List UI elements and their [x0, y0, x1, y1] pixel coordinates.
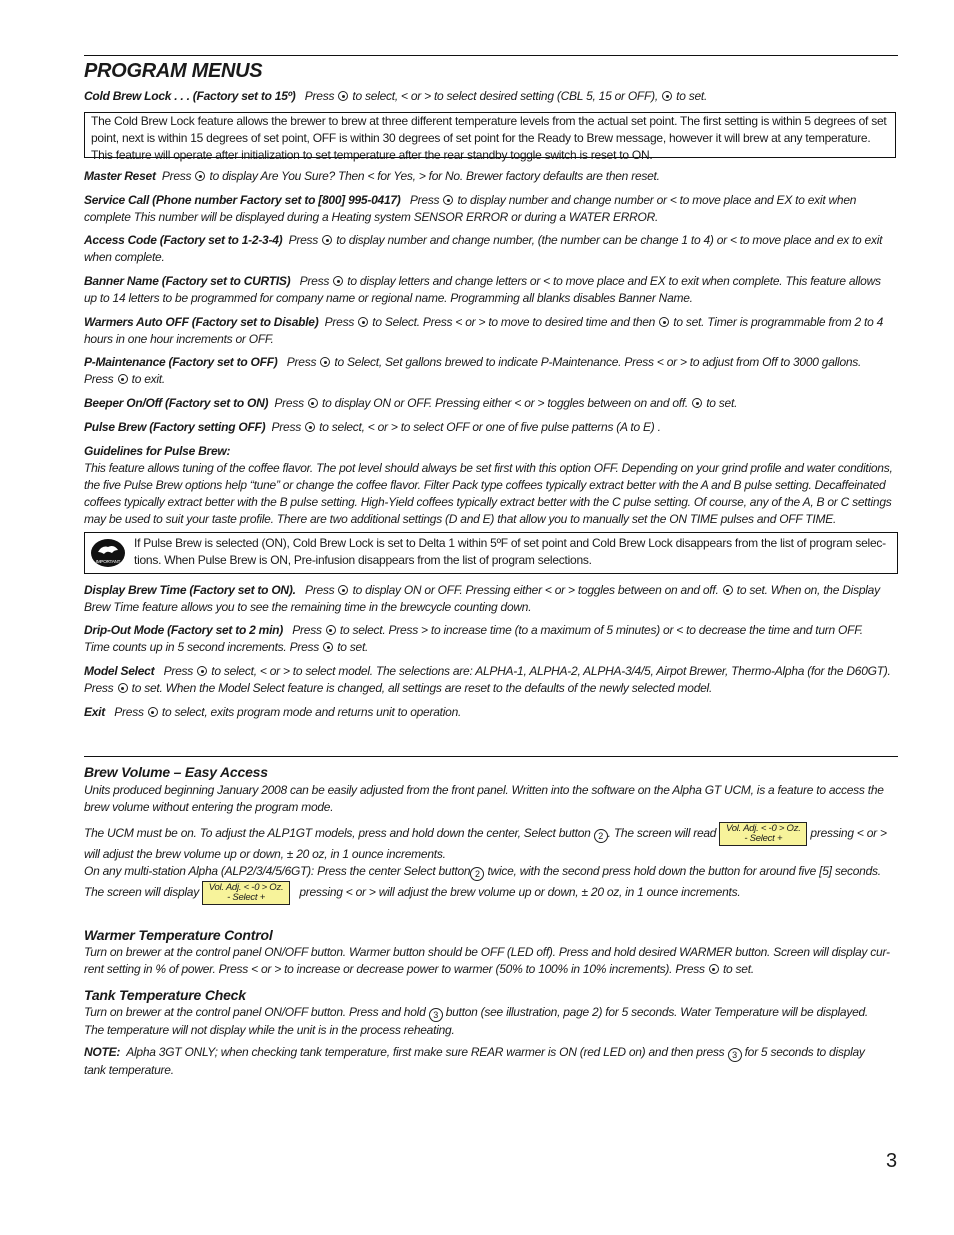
important-icon	[90, 538, 126, 568]
lcd-line: Vol. Adj. < -0 > Oz.	[726, 823, 801, 834]
drip-out-mode: Drip-Out Mode (Factory set to 2 min) Press to select. Press > to increase time (to a maximum of 5 minutes) or < to decrease the time and turn OFF. Time counts up in 5 second increments. Press to set.	[84, 623, 863, 654]
important-note-box	[84, 532, 898, 574]
box-line: point, next is within 15 degrees of set point, OFF is within 30 degrees of set point for the Ready to Brew message, however it will brew at any temperature.	[91, 131, 871, 145]
svg-text:IMPORTANT: IMPORTANT	[95, 559, 121, 564]
master-reset: Master Reset Press to display Are You Sure? Then < for Yes, > for No. Brewer factory defaults are then reset.	[84, 169, 660, 183]
exit-item: Exit Press to select, exits program mode and returns unit to operation.	[84, 705, 462, 719]
select-icon	[723, 585, 733, 595]
tank-temp-text: Turn on brewer at the control panel ON/OFF button. Press and hold 3 button (see illustration, page 2) for 5 seconds. Water Temperature will be displayed. The temperature will not display while the unit is in the process reheating.	[84, 1005, 869, 1037]
box-line: This feature will operate after initialization to set temperature after the rear standby toggle switch is reset to ON.	[91, 148, 653, 162]
button-number-badge: 3	[728, 1048, 742, 1062]
warmer-temp-heading: Warmer Temperature Control	[84, 927, 273, 943]
brew-volume-intro: Units produced beginning January 2008 can be easily adjusted from the front panel. Written into the software on the Alpha GT UCM, is a feature to access the brew volume without entering the program mode.	[84, 783, 884, 814]
select-icon	[709, 964, 719, 974]
select-icon	[308, 398, 318, 408]
select-icon	[338, 91, 348, 101]
box-line: The Cold Brew Lock feature allows the brewer to brew at three different temperature levels from the actual set point. The first setting is within 5 degrees of set	[91, 114, 887, 128]
select-icon	[197, 666, 207, 676]
pulse-brew-guidelines: Guidelines for Pulse Brew: This feature allows tuning of the coffee flavor. The pot level should always be set first with this option OFF. Depending on your grind profile and water conditions, the five Pulse Brew options help “tune” or change the coffee flavor. Filter Pack type coffees typically extract better with the A and B pulse setting. Decaffeinated coffees typically extract better with the B pulse setting. High-Yield coffees typically extract better with the C pulse setting. Of course, any of the A, B or C settings may be used to suit your taste profile. There are two additional settings (D and E) that allow you to manually set the ON TIME pulses and OFF TIME.	[84, 444, 893, 526]
button-number-badge: 3	[429, 1008, 443, 1022]
select-icon	[320, 357, 330, 367]
page-number: 3	[886, 1150, 898, 1172]
section-divider	[84, 756, 898, 757]
model-select: Model Select Press to select, < or > to select model. The selections are: ALPHA-1, ALPHA-2, ALPHA-3/4/5, Airpot Brewer, Thermo-Alpha (for the D60GT). Press to set. When the Model Select feature is changed, all settings are reset to the defaults of the newly selected model.	[84, 664, 891, 695]
p-maintenance: P-Maintenance (Factory set to OFF) Press to Select, Set gallons brewed to indicate P-Maintenance. Press < or > to adjust from Off to 3000 gallons. Press to exit.	[84, 355, 862, 386]
lcd-line: - Select +	[227, 892, 266, 903]
note-text: NOTE: Alpha 3GT ONLY; when checking tank temperature, first make sure REAR warmer is ON (red LED on) and then press 3 for 5 seconds to display tank temperature.	[84, 1045, 865, 1077]
display-brew-time: Display Brew Time (Factory set to ON). Press to display ON or OFF. Pressing either < or > toggles between on and off. to set. When on, the Display Brew Time feature allows you to see the remaining time in the brewcycle counting down.	[84, 583, 880, 614]
box-line: tions. When Pulse Brew is ON, Pre-infusion disappears from the list of program selections.	[134, 553, 592, 567]
banner-name: Banner Name (Factory set to CURTIS) Press to display letters and change letters or < to move place and EX to exit when complete. This feature allows up to 14 letters to be programmed for company name or regional name. Programming all blanks disables Banner Name.	[84, 274, 881, 305]
box-line: If Pulse Brew is selected (ON), Cold Brew Lock is set to Delta 1 within 5ºF of set point and Cold Brew Lock disappears from the list of program selec-	[134, 536, 886, 550]
warmer-temp-text: Turn on brewer at the control panel ON/OFF button. Warmer button should be OFF (LED off). Press and hold desired WARMER button. Screen will display cur- rent setting in % of power. Press < or > to increase or decrease power to warmer (50% to 100% in 10% increments). Press to set.	[84, 945, 890, 976]
select-icon	[333, 276, 343, 286]
lcd-display	[719, 822, 807, 846]
select-icon	[358, 317, 368, 327]
select-icon	[659, 317, 669, 327]
lcd-line: Vol. Adj. < -0 > Oz.	[208, 882, 284, 893]
select-icon	[323, 642, 333, 652]
brew-volume-multi: On any multi-station Alpha (ALP2/3/4/5/6GT): Press the center Select button 2 twice, with the second press hold down the button for around five [5] seconds. The screen will display Vol. Adj. < -0 > Oz. - Select + pressing < or > will adjust the brew volume up or down, ± 20 oz, in 1 ounce increments.	[84, 864, 881, 903]
select-icon	[148, 707, 158, 717]
button-number-badge: 2	[470, 867, 484, 881]
page-title: PROGRAM MENUS	[84, 60, 263, 82]
select-icon	[662, 91, 672, 101]
top-rule	[84, 55, 898, 56]
service-call: Service Call (Phone number Factory set to [800] 995-0417) Press to display number and change number or < to move place and EX to exit when complete This number will be displayed during a Heating system SENSOR ERROR or during a WATER ERROR.	[84, 193, 857, 224]
select-icon	[338, 585, 348, 595]
cold-brew-info-box	[84, 112, 896, 162]
brew-volume-alp1: The UCM must be on. To adjust the ALP1GT models, press and hold down the center, Select button 2 . The screen will read Vol. Adj. < -0 > Oz. - Select + pressing < or > will adjust the brew volume up or down, ± 20 oz, in 1 ounce increments.	[84, 823, 887, 861]
brew-volume-heading: Brew Volume – Easy Access	[84, 764, 268, 780]
pulse-brew: Pulse Brew (Factory setting OFF) Press to select, < or > to select OFF or one of five pulse patterns (A to E) .	[84, 420, 661, 434]
select-icon	[195, 171, 205, 181]
select-icon	[443, 195, 453, 205]
warmers-auto-off: Warmers Auto OFF (Factory set to Disable) Press to Select. Press < or > to move to desired time and then to set. Timer is programmable from 2 to 4 hours in one hour increments or OFF.	[84, 315, 883, 346]
cold-brew-lock: Cold Brew Lock . . . (Factory set to 15º) Press to select, < or > to select desired setting (CBL 5, 15 or OFF), to set.	[84, 89, 708, 103]
select-icon	[305, 422, 315, 432]
select-icon	[326, 625, 336, 635]
important-note-text	[134, 533, 892, 569]
select-icon	[692, 398, 702, 408]
tank-temp-heading: Tank Temperature Check	[84, 987, 246, 1003]
select-icon	[118, 683, 128, 693]
lcd-display	[202, 881, 290, 905]
button-number-badge: 2	[594, 829, 608, 843]
select-icon	[118, 374, 128, 384]
beeper-on-off: Beeper On/Off (Factory set to ON) Press to display ON or OFF. Pressing either < or > toggles between on and off. to set.	[84, 396, 738, 410]
lcd-line: - Select +	[744, 833, 783, 844]
select-icon	[322, 235, 332, 245]
access-code: Access Code (Factory set to 1-2-3-4) Press to display number and change number, (the number can be change 1 to 4) or < to move place and ex to exit when complete.	[84, 233, 883, 264]
